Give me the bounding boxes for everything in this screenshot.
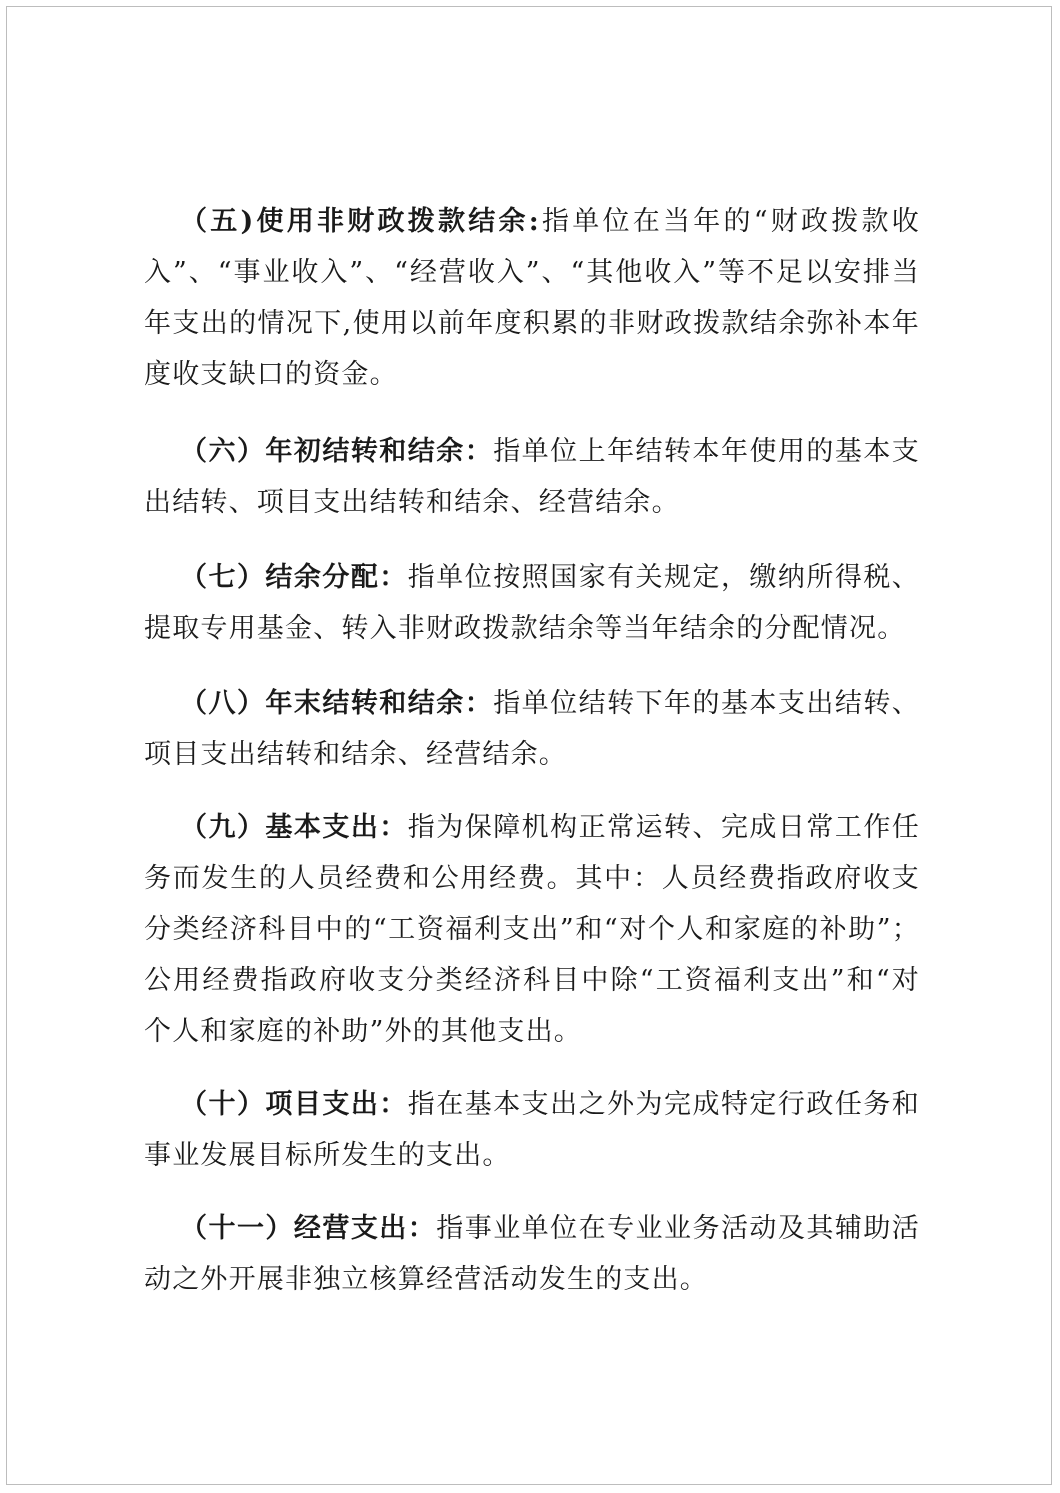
paragraph-item-5 [144, 196, 920, 400]
term-heading: （五)使用非财政拨款结余: [180, 206, 540, 237]
term-heading: （八）年末结转和结余： [180, 688, 494, 719]
paragraph-item-7 [144, 552, 920, 654]
term-definition: 指单位在当年的“财政拨款收入”、“事业收入”、“经营收入”、“其他收入”等不足以安排当年支出的情况下,使用以前年度积累的非财政拨款结余弥补本年度收支缺口的资金。 [144, 206, 921, 390]
paragraph-item-9 [144, 802, 920, 1057]
document-body [144, 196, 920, 1305]
paragraph-item-8 [144, 678, 920, 780]
term-definition: 指事业单位在专业业务活动及其辅助活动之外开展非独立核算经营活动发生的支出。 [144, 1213, 920, 1295]
term-heading: （十一）经营支出： [180, 1213, 437, 1244]
term-definition: 指在基本支出之外为完成特定行政任务和事业发展目标所发生的支出。 [144, 1089, 920, 1171]
term-heading: （六）年初结转和结余： [180, 436, 494, 467]
paragraph-item-10 [144, 1079, 920, 1181]
term-heading: （九）基本支出： [180, 812, 408, 843]
term-heading: （七）结余分配： [180, 562, 408, 593]
paragraph-item-11 [144, 1203, 920, 1305]
term-heading: （十）项目支出： [180, 1089, 408, 1120]
term-definition: 指单位上年结转本年使用的基本支出结转、项目支出结转和结余、经营结余。 [144, 436, 921, 518]
paragraph-item-6 [144, 426, 920, 528]
term-definition: 指单位按照国家有关规定，缴纳所得税、提取专用基金、转入非财政拨款结余等当年结余的分配情况。 [144, 562, 920, 644]
term-definition: 指为保障机构正常运转、完成日常工作任务而发生的人员经费和公用经费。其中：人员经费指政府收支分类经济科目中的“工资福利支出”和“对个人和家庭的补助”；公用经费指政府收支分类经济科目中除“工资福利支出”和“对个人和家庭的补助”外的其他支出。 [144, 812, 920, 1047]
term-definition: 指单位结转下年的基本支出结转、项目支出结转和结余、经营结余。 [144, 688, 921, 770]
